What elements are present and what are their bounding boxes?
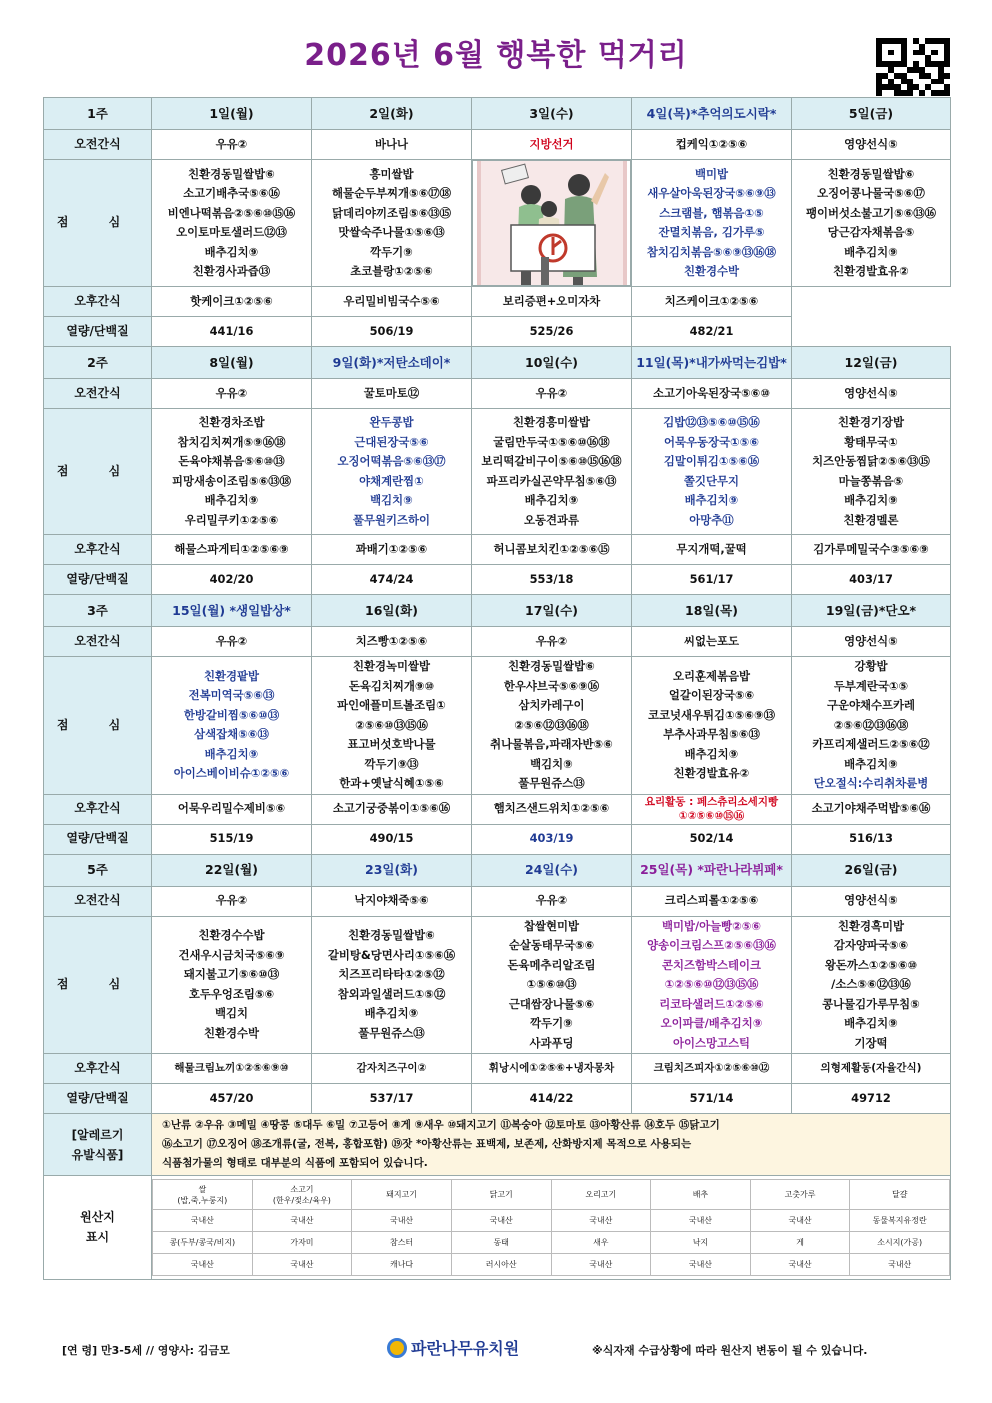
- am-snack: 크리스피롤①②⑤⑥: [632, 886, 792, 916]
- origin-cell: 쌀 (밥,죽,누룽지): [153, 1180, 253, 1210]
- lunch-item: 양송이크림스프②⑤⑥⑬⑯: [647, 938, 776, 952]
- lunch-menu: [152, 657, 312, 795]
- lunch-menu: [632, 916, 792, 1054]
- pm-snack: 무지개떡,꿀떡: [632, 535, 792, 565]
- row-label-lunch: [44, 409, 152, 535]
- school-logo: [387, 1336, 519, 1359]
- am-snack: 영양선식⑤: [792, 379, 951, 409]
- kcal-protein: 537/17: [312, 1084, 472, 1114]
- week-label: 3주: [44, 595, 152, 627]
- row-label-pm: 오후간식: [44, 794, 152, 824]
- lunch-item: 배추김치⑨: [204, 746, 259, 761]
- pm-snack: 요리활동 : 페스츄리소세지빵 ①②⑤⑥⑩⑮⑯: [632, 794, 792, 824]
- lunch-item: 배추김치⑨: [844, 244, 898, 259]
- origin-cell: 동태: [451, 1232, 551, 1254]
- lunch-item: 친환경발효유②: [833, 264, 909, 278]
- day-header: 18일(목): [632, 595, 792, 627]
- am-snack: 지방선거: [472, 130, 632, 160]
- lunch-item: 친환경흥미쌀밥: [512, 415, 591, 429]
- lunch-menu: [312, 409, 472, 535]
- kcal-protein: 403/19: [472, 824, 632, 854]
- lunch-item: 당근감자채볶음⑤: [827, 225, 915, 239]
- lunch-item: 한방갈비찜⑤⑥⑩⑬: [183, 707, 280, 722]
- lunch-item: 깍두기⑨⑬: [364, 756, 419, 771]
- lunch-item: ②⑤⑥⑫⑬⑯⑱: [833, 717, 909, 732]
- school-name: 파란나무유치원: [411, 1339, 520, 1358]
- lunch-item: 풀무원쥬스⑬: [518, 776, 585, 790]
- lunch-item: 돈육메추리알조림: [507, 957, 596, 972]
- lunch-item: 리코타샐러드①②⑤⑥: [659, 996, 764, 1011]
- row-label-pm: 오후간식: [44, 535, 152, 565]
- am-snack: 우유②: [152, 627, 312, 657]
- lunch-item: 참외과일샐러드①⑤⑫: [337, 986, 446, 1001]
- lunch-item: 파프리카실곤약무침⑤⑥⑬: [486, 473, 617, 488]
- pm-snack: 꽈배기①②⑤⑥: [312, 535, 472, 565]
- lunch-menu: [472, 916, 632, 1054]
- origin-cell: 국내산: [850, 1254, 950, 1276]
- lunch-menu: [152, 160, 312, 287]
- lunch-item: 호두우엉조림⑤⑥: [188, 986, 275, 1001]
- origin-cell: 동물복지유정란: [850, 1210, 950, 1232]
- pm-snack: 해물스파게티①②⑤⑥⑨: [152, 535, 312, 565]
- origin-cell: 러시아산: [451, 1254, 551, 1276]
- lunch-item: 오징어떡볶음⑤⑥⑬⑰: [337, 454, 446, 468]
- pm-snack: 해물크림뇨끼①②⑤⑥⑨⑩: [152, 1054, 312, 1084]
- lunch-item: 삼색잡채⑤⑥⑬: [194, 727, 269, 742]
- am-snack: 컵케익①②⑤⑥: [632, 130, 792, 160]
- origin-cell: 참스터: [352, 1232, 452, 1254]
- kcal-protein: 561/17: [632, 565, 792, 595]
- am-snack: 우유②: [152, 130, 312, 160]
- lunch-item: 백김치⑨: [370, 493, 413, 507]
- lunch-item: 김말이튀김①⑤⑥⑯: [663, 454, 760, 468]
- lunch-label-text: 점 심: [56, 977, 139, 991]
- kcal-protein: 49712: [792, 1084, 951, 1114]
- pm-snack: 김가루메밀국수③⑤⑥⑨: [792, 535, 951, 565]
- kcal-protein: 515/19: [152, 824, 312, 854]
- week-label: 5주: [44, 854, 152, 886]
- pm-snack: 햄치즈샌드위치①②⑤⑥: [472, 794, 632, 824]
- lunch-item: 두부계란국①⑤: [833, 678, 909, 693]
- lunch-item: 깍두기⑨: [370, 244, 413, 259]
- pm-snack: 휘낭시에①②⑤⑥+냉자몽차: [472, 1054, 632, 1084]
- lunch-item: 얼갈이된장국⑤⑥: [668, 688, 755, 703]
- lunch-item: 파인애플미트볼조림①: [337, 698, 446, 712]
- lunch-menu: [792, 657, 951, 795]
- lunch-item: 코코넛새우튀김①⑤⑥⑨⑬: [648, 707, 775, 722]
- day-header: 16일(화): [312, 595, 472, 627]
- lunch-item: 흥미쌀밥: [369, 166, 414, 181]
- lunch-label-text: 점 심: [56, 463, 139, 478]
- lunch-item: 돈육야채볶음⑤⑥⑩⑬: [178, 454, 285, 468]
- lunch-menu: [792, 409, 951, 535]
- day-header: 4일(목)*추억의도시락*: [632, 98, 792, 130]
- lunch-item: /소스⑤⑥⑫⑬⑯: [831, 977, 911, 991]
- origin-cell: 소시지(가공): [850, 1232, 950, 1254]
- pm-snack: 핫케이크①②⑤⑥: [152, 287, 312, 317]
- am-snack: 우유②: [152, 379, 312, 409]
- am-snack: 꿀토마토⑫: [312, 379, 472, 409]
- kcal-protein: 441/16: [152, 317, 312, 347]
- kcal-protein: 516/13: [792, 824, 951, 854]
- lunch-item: 배추김치⑨: [524, 493, 579, 507]
- am-snack: 소고기아욱된장국⑤⑥⑩: [632, 379, 792, 409]
- lunch-item: 배추김치⑨: [204, 244, 259, 259]
- qr-code-icon[interactable]: [876, 38, 950, 96]
- origin-cell: 국내산: [153, 1210, 253, 1232]
- lunch-item: 건새우시금치국⑤⑥⑨: [178, 947, 285, 962]
- lunch-item: 근대쌈장나물⑤⑥: [508, 996, 595, 1011]
- lunch-item: 친환경수수밥: [198, 928, 265, 943]
- lunch-item: 친환경동밀쌀밥⑥: [508, 659, 595, 673]
- day-header: 26일(금): [792, 854, 951, 886]
- lunch-item: 친환경차조밥: [198, 415, 265, 429]
- row-label-allergy: [알레르기 유발식품]: [44, 1114, 152, 1176]
- origin-cell: 콩(두부/콩국/비지): [153, 1232, 253, 1254]
- election-illustration: [472, 160, 631, 286]
- pm-snack: 치즈케이크①②⑤⑥: [632, 287, 792, 317]
- day-header: 3일(수): [472, 98, 632, 130]
- lunch-item: ②⑤⑥⑫⑬⑯⑱: [514, 717, 589, 732]
- lunch-label-text: 점 심: [56, 717, 139, 732]
- kcal-protein: 402/20: [152, 565, 312, 595]
- lunch-item: 근대된장국⑤⑥: [354, 434, 429, 449]
- am-snack: 바나나: [312, 130, 472, 160]
- row-label-lunch: [44, 916, 152, 1054]
- lunch-item: 표고버섯호박나물: [347, 737, 436, 751]
- lunch-item: 친환경사과즙⑬: [192, 264, 271, 278]
- lunch-item: 오징어콩나물국⑤⑥⑰: [817, 186, 925, 200]
- pm-snack: 우리밀비빔국수⑤⑥: [312, 287, 472, 317]
- allergy-line: ⑯소고기 ⑰오징어 ⑱조개류(굴, 전복, 홍합포함) ⑲잣 *아황산류는 표백제, 보존제, 산화방지제 목적으로 사용되는: [162, 1138, 692, 1150]
- lunch-item: 콘치즈함박스테이크: [661, 957, 762, 972]
- lunch-item: 구운야채수프카레: [826, 698, 916, 712]
- origin-cell: 국내산: [750, 1210, 850, 1232]
- lunch-item: 아이스망고스틱: [672, 1035, 751, 1050]
- lunch-item: 쫄깃단무지: [683, 473, 740, 488]
- allergy-info: [152, 1114, 951, 1176]
- origin-cell: 국내산: [451, 1210, 551, 1232]
- lunch-item: 단오절식:수리취차륜병: [813, 776, 929, 790]
- vote-illustration-icon: [477, 160, 627, 286]
- lunch-item: 초코블랑①②⑤⑥: [350, 264, 433, 278]
- lunch-menu: [632, 657, 792, 795]
- footer-age-dietitian: [연 령] 만3-5세 // 영양사: 김금모: [62, 1344, 230, 1357]
- lunch-item: 백미밥/아늘빵②⑤⑥: [661, 918, 762, 933]
- lunch-item: 우리밀쿠키①②⑤⑥: [184, 512, 279, 527]
- lunch-item: 완두콩밥: [369, 415, 414, 429]
- am-snack: 씨없는포도: [632, 627, 792, 657]
- lunch-menu: [312, 657, 472, 795]
- origin-cell: 새우: [551, 1232, 651, 1254]
- kcal-protein: 502/14: [632, 824, 792, 854]
- origin-cell: 닭고기: [451, 1180, 551, 1210]
- row-label-lunch: [44, 160, 152, 287]
- am-snack: 영양선식⑤: [792, 886, 951, 916]
- pm-snack: 어묵우리밀수제비⑤⑥: [152, 794, 312, 824]
- origin-cell: 국내산: [252, 1210, 352, 1232]
- lunch-item: 닭데리야끼조림⑤⑥⑬⑮: [331, 205, 452, 220]
- origin-cell: 가자미: [252, 1232, 352, 1254]
- row-label-pm: 오후간식: [44, 287, 152, 317]
- day-header: 15일(월) *생일밥상*: [152, 595, 312, 627]
- lunch-item: 아이스베이비슈①②⑤⑥: [173, 766, 290, 781]
- lunch-item: 깍두기⑨: [530, 1016, 573, 1030]
- lunch-item: ②⑤⑥⑩⑬⑮⑯: [355, 717, 428, 732]
- lunch-item: 치즈안동찜닭②⑤⑥⑬⑮: [812, 454, 930, 468]
- lunch-item: 황태무국①: [844, 434, 898, 449]
- lunch-menu: [152, 916, 312, 1054]
- lunch-item: 친환경동밀쌀밥⑥: [348, 928, 435, 943]
- day-header: 19일(금)*단오*: [792, 595, 951, 627]
- pm-snack: 보리증편+오미자차: [472, 287, 632, 317]
- origin-cell: 소고기 (한우/젖소/육우): [252, 1180, 352, 1210]
- am-snack: 치즈빵①②⑤⑥: [312, 627, 472, 657]
- lunch-item: 친환경녹미쌀밥: [352, 659, 431, 673]
- day-header: 12일(금): [792, 347, 951, 379]
- page-title: 2026년 6월 행복한 먹거리: [304, 38, 688, 73]
- pm-snack: 허니콤보치킨①②⑤⑥⑮: [472, 535, 632, 565]
- lunch-item: 잔멸치볶음, 김가루⑤: [658, 225, 765, 239]
- lunch-item: 백김치: [214, 1006, 248, 1021]
- origin-cell: 배추: [651, 1180, 751, 1210]
- lunch-item: 기장떡: [854, 1035, 888, 1050]
- kcal-protein: 403/17: [792, 565, 951, 595]
- lunch-item: 친환경수박: [683, 264, 740, 278]
- lunch-menu: [792, 916, 951, 1054]
- day-header: 9일(화)*저탄소데이*: [312, 347, 472, 379]
- origin-cell: 국내산: [651, 1210, 751, 1232]
- row-label-am: 오전간식: [44, 627, 152, 657]
- lunch-item: 취나물볶음,파래자반⑤⑥: [490, 737, 613, 751]
- pm-snack: 크림치즈피자①②⑤⑥⑩⑫: [632, 1054, 792, 1084]
- lunch-item: 배추김치⑨: [684, 746, 739, 761]
- lunch-menu: [632, 409, 792, 535]
- kcal-protein: 525/26: [472, 317, 632, 347]
- lunch-item: 친환경동밀쌀밥⑥: [188, 166, 275, 181]
- day-header: 11일(목)*내가싸먹는김밥*: [632, 347, 792, 379]
- lunch-item: 풀무원쥬스⑬: [358, 1025, 425, 1040]
- allergy-line: 식품첨가물의 형태로 대부분의 식품에 포함되어 있습니다.: [162, 1157, 428, 1169]
- lunch-item: 맛쌀숙주나물①⑤⑥⑬: [338, 225, 445, 239]
- lunch-item: 순살동태무국⑤⑥: [508, 938, 595, 952]
- lunch-item: 배추김치⑨: [364, 1006, 419, 1021]
- row-label-kcal: 열량/단백질: [44, 317, 152, 347]
- week-label: 1주: [44, 98, 152, 130]
- lunch-menu: [312, 916, 472, 1054]
- am-snack: 우유②: [472, 886, 632, 916]
- kcal-protein: 571/14: [632, 1084, 792, 1114]
- lunch-item: 배추김치⑨: [844, 756, 898, 771]
- lunch-item: 해물순두부찌개⑤⑥⑰⑱: [331, 186, 452, 200]
- kcal-protein: 553/18: [472, 565, 632, 595]
- lunch-item: 감자양파국⑤⑥: [833, 938, 909, 952]
- am-snack: 낙지야채죽⑤⑥: [312, 886, 472, 916]
- kcal-protein: 506/19: [312, 317, 472, 347]
- lunch-item: 왕돈까스①②⑤⑥⑩: [824, 957, 918, 972]
- row-label-origin: 원산지 표시: [44, 1176, 152, 1280]
- kcal-protein: 474/24: [312, 565, 472, 595]
- tree-logo-icon: [387, 1338, 407, 1358]
- week-label: 2주: [44, 347, 152, 379]
- lunch-item: 오이파클/배추김치⑨: [660, 1016, 763, 1030]
- lunch-menu: [152, 409, 312, 535]
- lunch-menu: [312, 160, 472, 287]
- origin-cell: 고춧가루: [750, 1180, 850, 1210]
- lunch-item: 콩나물김가루무침⑤: [822, 996, 920, 1011]
- lunch-item: 배추김치⑨: [844, 1016, 898, 1030]
- day-header: 1일(월): [152, 98, 312, 130]
- lunch-item: 어묵우동장국①⑤⑥: [664, 434, 759, 449]
- lunch-item: ①⑤⑥⑩⑬: [526, 977, 577, 991]
- lunch-item: 돼지불고기⑤⑥⑩⑬: [183, 967, 280, 982]
- lunch-item: 친환경동밀쌀밥⑥: [827, 166, 915, 181]
- lunch-item: 백김치⑨: [530, 756, 573, 771]
- am-snack: 우유②: [472, 627, 632, 657]
- origin-cell: 달걀: [850, 1180, 950, 1210]
- lunch-item: 카프리제샐러드②⑤⑥⑫: [812, 737, 930, 751]
- day-header: 24일(수): [472, 854, 632, 886]
- lunch-item: 굴림만두국①⑤⑥⑩⑯⑱: [493, 434, 610, 449]
- day-header: 8일(월): [152, 347, 312, 379]
- lunch-menu: [472, 409, 632, 535]
- day-header: 23일(화): [312, 854, 472, 886]
- day-header: 22일(월): [152, 854, 312, 886]
- allergy-line: ①난류 ②우유 ③메밀 ④땅콩 ⑤대두 ⑥밀 ⑦고등어 ⑧게 ⑨새우 ⑩돼지고기 ⑪복숭아 ⑫토마토 ⑬아황산류 ⑭호두 ⑮닭고기: [162, 1119, 720, 1131]
- lunch-item: 풀무원키즈하이: [352, 512, 431, 527]
- pm-snack: 감자치즈구이②: [312, 1054, 472, 1084]
- day-header: 2일(화): [312, 98, 472, 130]
- lunch-item: 참치김치찌개⑤⑨⑯⑱: [177, 434, 286, 449]
- row-label-am: 오전간식: [44, 130, 152, 160]
- footer-origin-note: ※식자재 수급상황에 따라 원산지 변동이 될 수 있습니다.: [592, 1344, 868, 1357]
- origin-cell: 돼지고기: [352, 1180, 452, 1210]
- lunch-item: 친환경발효유②: [673, 766, 750, 781]
- lunch-item: 치즈프리타타①②⑤⑫: [338, 967, 445, 982]
- lunch-item: 친환경흑미밥: [837, 918, 905, 933]
- lunch-item: 스크램블, 햄볶음①⑤: [659, 205, 764, 220]
- lunch-item: 돈육김치찌개⑨⑩: [348, 678, 435, 693]
- lunch-menu: [792, 160, 951, 287]
- lunch-item: 사과푸딩: [529, 1035, 574, 1050]
- kcal-protein: 482/21: [632, 317, 792, 347]
- row-label-am: 오전간식: [44, 886, 152, 916]
- row-label-kcal: 열량/단백질: [44, 1084, 152, 1114]
- lunch-item: 새우살아욱된장국⑤⑥⑨⑬: [647, 186, 776, 200]
- lunch-label-text: 점 심: [56, 215, 139, 230]
- pm-snack: 소고기궁중볶이①⑤⑥⑯: [312, 794, 472, 824]
- lunch-item: 피망새송이조림⑤⑥⑬⑱: [171, 473, 292, 488]
- kcal-protein: 414/22: [472, 1084, 632, 1114]
- lunch-item: 팽이버섯소불고기⑤⑥⑬⑯: [805, 205, 937, 220]
- lunch-item: 친환경수박: [203, 1025, 260, 1040]
- am-snack: 영양선식⑤: [792, 627, 951, 657]
- origin-cell: 국내산: [551, 1210, 651, 1232]
- menu-table: [43, 97, 951, 1280]
- lunch-item: 오이토마토샐러드⑫⑬: [176, 225, 287, 239]
- am-snack: 우유②: [152, 886, 312, 916]
- day-header: 17일(수): [472, 595, 632, 627]
- row-label-kcal: 열량/단백질: [44, 824, 152, 854]
- lunch-item: 한과+옛날식혜①⑤⑥: [339, 776, 444, 790]
- origin-table-cell: [152, 1176, 951, 1280]
- lunch-item: 비엔나떡볶음②⑤⑥⑩⑮⑯: [167, 205, 296, 220]
- lunch-item: 한우샤브국⑤⑥⑨⑯: [503, 678, 600, 693]
- lunch-item: 부추사과무침⑤⑥⑬: [663, 727, 760, 742]
- origin-cell: 국내산: [252, 1254, 352, 1276]
- lunch-item: 소고기배추국⑤⑥⑯: [183, 186, 280, 200]
- lunch-item: 백미밥: [694, 166, 728, 181]
- lunch-item: 친환경멜론: [843, 512, 899, 527]
- pm-snack: 소고기야채주먹밥⑤⑥⑯: [792, 794, 951, 824]
- lunch-item: 오리훈제볶음밥: [672, 668, 751, 683]
- origin-cell: 국내산: [352, 1210, 452, 1232]
- lunch-item: 전복미역국⑤⑥⑬: [188, 688, 275, 703]
- day-header: 5일(금): [792, 98, 951, 130]
- lunch-item: 마늘쫑볶음⑤: [838, 473, 904, 488]
- row-label-kcal: 열량/단백질: [44, 565, 152, 595]
- origin-cell: 국내산: [153, 1254, 253, 1276]
- lunch-item: 야채계란찜①: [359, 473, 424, 488]
- lunch-item: 찹쌀현미밥: [523, 918, 580, 933]
- am-snack: 영양선식⑤: [792, 130, 951, 160]
- day-header: 10일(수): [472, 347, 632, 379]
- lunch-item: 갈비탕&당면사리①⑤⑥⑯: [327, 947, 456, 962]
- kcal-protein: 457/20: [152, 1084, 312, 1114]
- kcal-protein: 490/15: [312, 824, 472, 854]
- origin-cell: 낙지: [651, 1232, 751, 1254]
- lunch-item: 김밥⑫⑬⑤⑥⑩⑮⑯: [663, 415, 760, 429]
- row-label-pm: 오후간식: [44, 1054, 152, 1084]
- pm-snack: 의형제활동(자율간식): [792, 1054, 951, 1084]
- origin-cell: 게: [750, 1232, 850, 1254]
- lunch-item: 친환경팥밥: [203, 668, 260, 683]
- day-header: 25일(목) *파란나라뷔페*: [632, 854, 792, 886]
- origin-cell: 국내산: [651, 1254, 751, 1276]
- origin-table: [152, 1179, 950, 1276]
- origin-cell: 오리고기: [551, 1180, 651, 1210]
- origin-cell: 국내산: [750, 1254, 850, 1276]
- lunch-item: ①②⑤⑥⑩⑫⑬⑮⑯: [664, 977, 759, 991]
- origin-cell: 국내산: [551, 1254, 651, 1276]
- lunch-item: 참치김치볶음⑤⑥⑨⑬⑯⑱: [646, 244, 777, 259]
- am-snack: 우유②: [472, 379, 632, 409]
- lunch-item: 삼치카레구이: [518, 698, 585, 712]
- lunch-menu: [632, 160, 792, 287]
- lunch-item: 보리떡갈비구이⑤⑥⑩⑮⑯⑱: [481, 454, 622, 468]
- lunch-menu: [472, 657, 632, 795]
- lunch-item: 오동견과류: [523, 512, 580, 527]
- row-label-lunch: [44, 657, 152, 795]
- lunch-item: 배추김치⑨: [204, 493, 259, 507]
- lunch-item: 아망추⑪: [689, 512, 734, 527]
- lunch-item: 배추김치⑨: [844, 493, 898, 507]
- row-label-am: 오전간식: [44, 379, 152, 409]
- origin-cell: 캐나다: [352, 1254, 452, 1276]
- lunch-item: 배추김치⑨: [684, 493, 739, 507]
- lunch-item: 강황밥: [854, 659, 888, 673]
- lunch-item: 친환경기장밥: [837, 415, 905, 429]
